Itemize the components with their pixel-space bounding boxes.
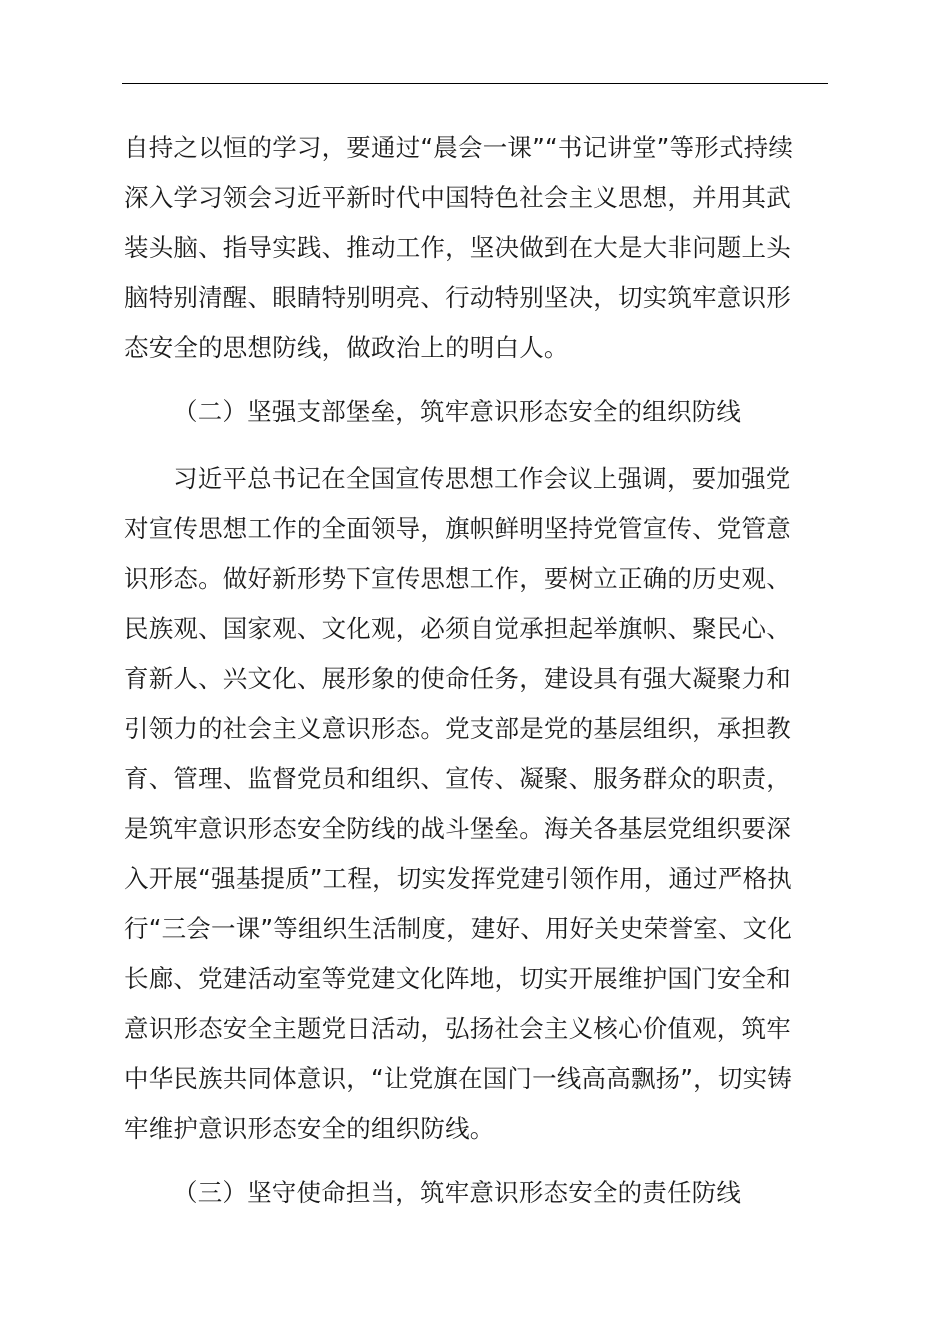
paragraph-line: 习近平总书记在全国宣传思想工作会议上强调，要加强党 <box>173 464 791 493</box>
paragraph-line: 中华民族共同体意识，“让党旗在国门一线高高飘扬”，切实铸 <box>124 1064 792 1093</box>
paragraph-line: 行“三会一课”等组织生活制度，建好、用好关史荣誉室、文化 <box>124 914 792 943</box>
header-rule <box>122 83 828 84</box>
paragraph-line: 深入学习领会习近平新时代中国特色社会主义思想，并用其武 <box>124 183 791 212</box>
paragraph-line: 态安全的思想防线，做政治上的明白人。 <box>124 333 569 362</box>
section-heading-3: （三）坚守使命担当，筑牢意识形态安全的责任防线 <box>173 1178 742 1207</box>
section-heading-2: （二）坚强支部堡垒，筑牢意识形态安全的组织防线 <box>173 397 742 426</box>
paragraph-line: 民族观、国家观、文化观，必须自觉承担起举旗帜、聚民心、 <box>124 614 791 643</box>
paragraph-line: 引领力的社会主义意识形态。党支部是党的基层组织，承担教 <box>124 714 791 743</box>
paragraph-line: 育新人、兴文化、展形象的使命任务，建设具有强大凝聚力和 <box>124 664 791 693</box>
paragraph-line: 脑特别清醒、眼睛特别明亮、行动特别坚决，切实筑牢意识形 <box>124 283 791 312</box>
paragraph-line: 意识形态安全主题党日活动，弘扬社会主义核心价值观，筑牢 <box>124 1014 791 1043</box>
paragraph-line: 长廊、党建活动室等党建文化阵地，切实开展维护国门安全和 <box>124 964 791 993</box>
paragraph-line: 入开展“强基提质”工程，切实发挥党建引领作用，通过严格执 <box>124 864 792 893</box>
paragraph-line: 育、管理、监督党员和组织、宣传、凝聚、服务群众的职责， <box>124 764 791 793</box>
paragraph-line: 牢维护意识形态安全的组织防线。 <box>124 1114 495 1143</box>
paragraph-line: 自持之以恒的学习，要通过“晨会一课”“书记讲堂”等形式持续 <box>124 133 794 162</box>
paragraph-line: 是筑牢意识形态安全防线的战斗堡垒。海关各基层党组织要深 <box>124 814 791 843</box>
paragraph-line: 识形态。做好新形势下宣传思想工作，要树立正确的历史观、 <box>124 564 791 593</box>
paragraph-line: 装头脑、指导实践、推动工作，坚决做到在大是大非问题上头 <box>124 233 791 262</box>
paragraph-line: 对宣传思想工作的全面领导，旗帜鲜明坚持党管宣传、党管意 <box>124 514 791 543</box>
